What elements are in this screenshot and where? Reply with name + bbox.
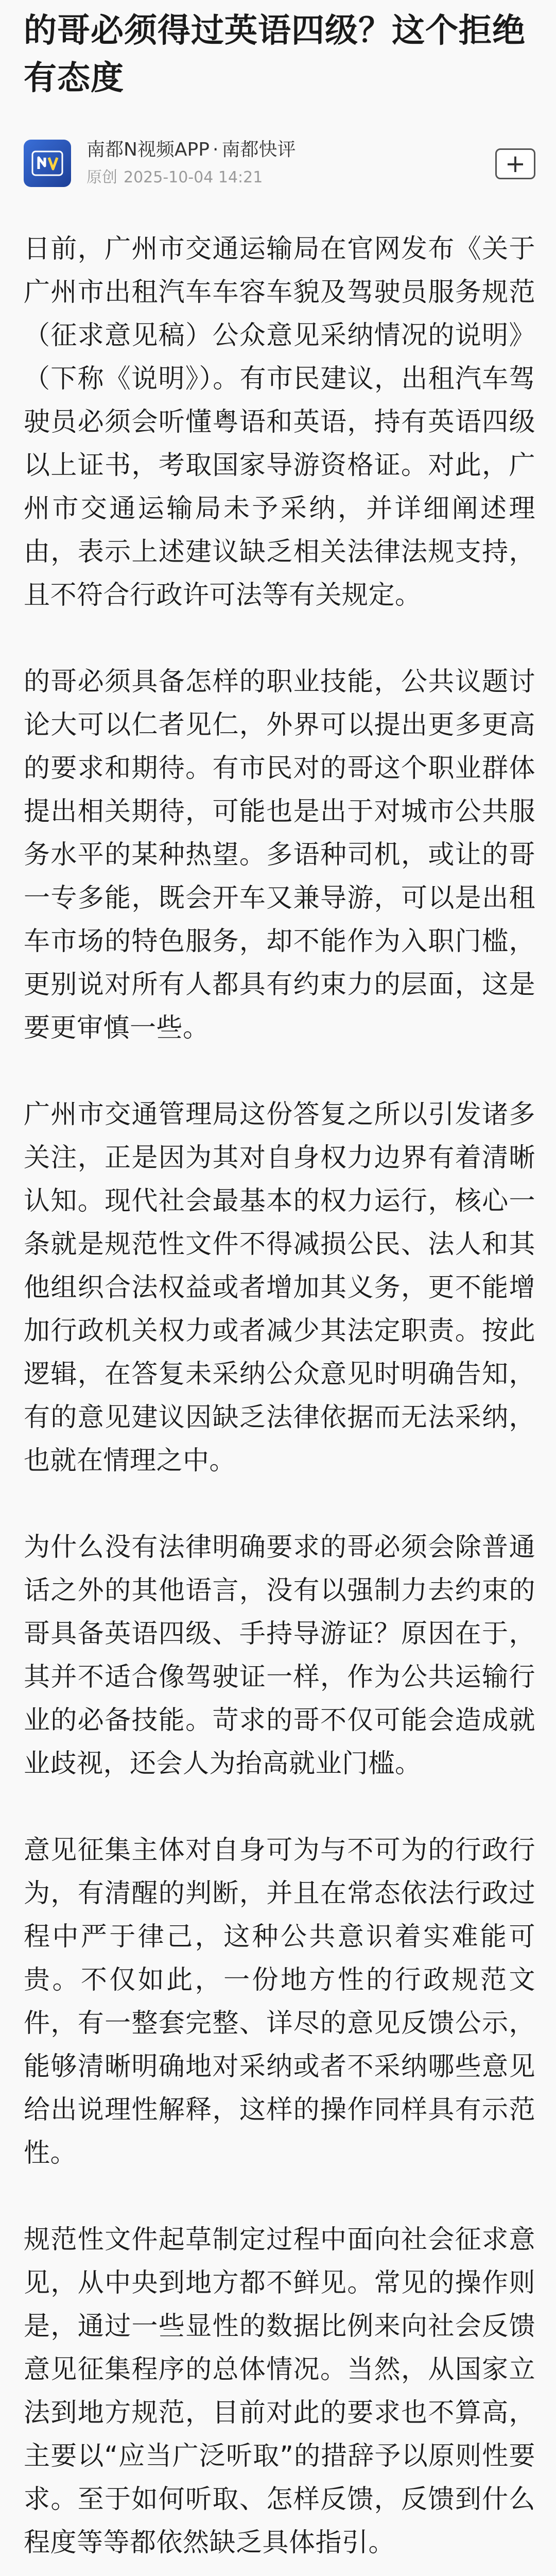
nandu-logo-icon xyxy=(29,145,65,181)
publish-date: 2025-10-04 14:21 xyxy=(124,168,263,187)
article-paragraph: 规范性文件起草制定过程中面向社会征求意见，从中央到地方都不鲜见。常见的操作则是，通过一些显性的数据比例来向社会反馈意见征集程序的总体情况。当然，从国家立法到地方规范，目前对此的要求也不算高，主要以“应当广泛听取”的措辞予以原则性要求。至于如何听取、怎样反馈，反馈到什么程度等等都依然缺乏具体指引。 xyxy=(24,2225,535,2558)
article-paragraph: 为什么没有法律明确要求的哥必须会除普通话之外的其他语言，没有以强制力去约束的哥具备英语四级、手持导游证？原因在于，其并不适合像驾驶证一样，作为公共运输行业的必备技能。苛求的哥不仅可能会造成就业歧视，还会人为抬高就业门槛。 xyxy=(24,1532,535,1779)
article-title: 的哥必须得过英语四级？这个拒绝有态度 xyxy=(24,12,526,97)
follow-button[interactable] xyxy=(495,148,535,179)
source-line[interactable] xyxy=(86,137,296,163)
plus-icon: + xyxy=(505,149,526,178)
source-bar xyxy=(24,135,535,192)
article-paragraph: 意见征集主体对自身可为与不可为的行政行为，有清醒的判断，并且在常态依法行政过程中严于律己，这种公共意识着实难能可贵。不仅如此，一份地方性的行政规范文件，有一整套完整、详尽的意见反馈公示，能够清晰明确地对采纳或者不采纳哪些意见给出说理性解释，这样的操作同样具有示范性。 xyxy=(24,1835,535,2168)
publish-line xyxy=(86,166,296,190)
article-paragraph: 的哥必须具备怎样的职业技能，公共议题讨论大可以仁者见仁，外界可以提出更多更高的要求和期待。有市民对的哥这个职业群体提出相关期待，可能也是出于对城市公共服务水平的某种热望。多语种司机，或让的哥一专多能，既会开车又兼导游，可以是出租车市场的特色服务，却不能作为入职门槛，更别说对所有人都具有约束力的层面，这是要更审慎一些。 xyxy=(24,667,535,1043)
source-info xyxy=(86,137,296,190)
article-paragraph: 日前，广州市交通运输局在官网发布《关于广州市出租汽车车容车貌及驾驶员服务规范（征求意见稿）公众意见采纳情况的说明》（下称《说明》）。有市民建议，出租汽车驾驶员必须会听懂粤语和英语，持有英语四级以上证书，考取国家导游资格证。对此，广州市交通运输局未予采纳，并详细阐述理由，表示上述建议缺乏相关法律法规支持，且不符合行政许可法等有关规定。 xyxy=(24,234,535,611)
avatar[interactable] xyxy=(24,140,71,187)
source-separator: · xyxy=(212,139,219,160)
original-tag: 原创 xyxy=(86,168,117,187)
article-paragraph: 广州市交通管理局这份答复之所以引发诸多关注，正是因为其对自身权力边界有着清晰认知。现代社会最基本的权力运行，核心一条就是规范性文件不得减损公民、法人和其他组织合法权益或者增加其义务，更不能增加行政机关权力或者减少其法定职责。按此逻辑，在答复未采纳公众意见时明确告知，有的意见建议因缺乏法律依据而无法采纳，也就在情理之中。 xyxy=(24,1099,535,1476)
source-name: 南都N视频APP xyxy=(86,139,210,160)
source-channel: 南都快评 xyxy=(221,139,296,160)
